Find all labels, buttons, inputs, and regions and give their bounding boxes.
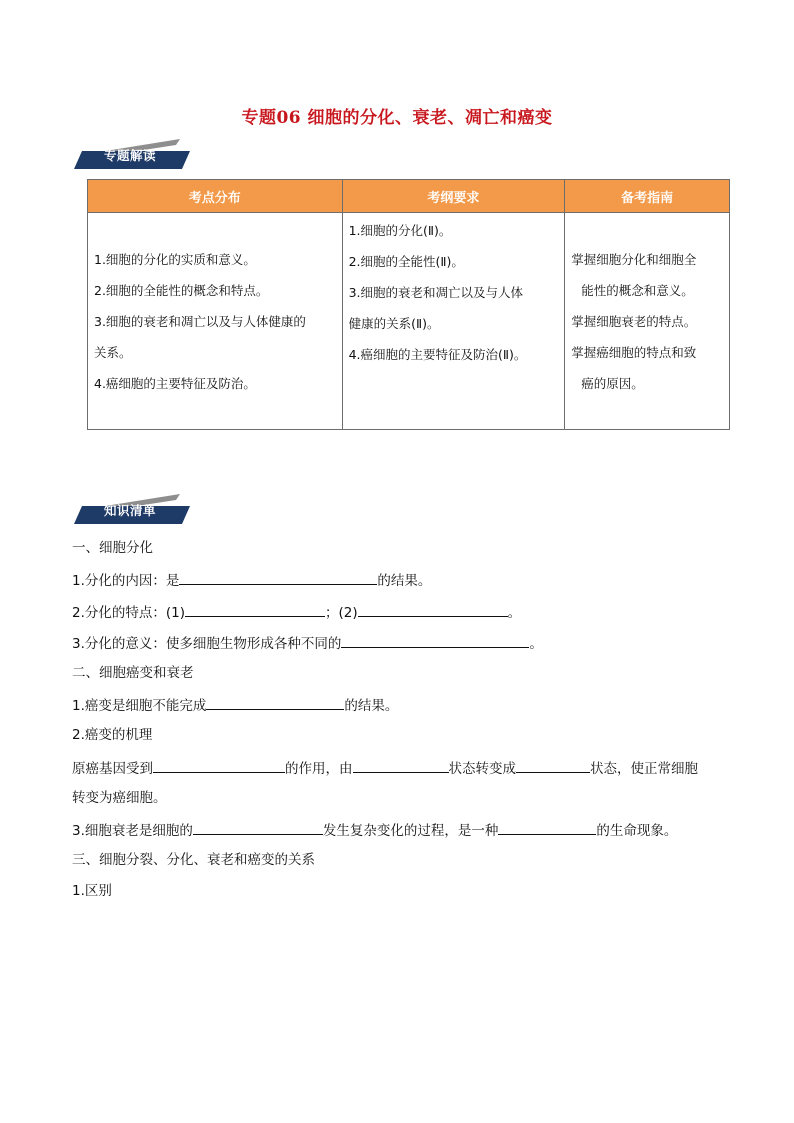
fill-blank[interactable] [353, 757, 449, 773]
line-text: ；(2) [325, 605, 358, 621]
list-item: 4.癌细胞的主要特征及防治。 [94, 375, 256, 391]
line-text: 的结果。 [377, 573, 432, 589]
line-text: 。 [529, 636, 543, 652]
line-significance [72, 632, 543, 654]
list-item: 1.细胞的分化(Ⅱ)。 [348, 223, 452, 238]
fill-blank[interactable] [185, 601, 325, 617]
fill-blank[interactable] [179, 569, 377, 585]
line-difference: 1.区别 [72, 883, 112, 899]
cell-exam-points [88, 213, 343, 430]
line-text: 2.分化的特点：(1) [72, 605, 186, 621]
fill-blank[interactable] [193, 819, 323, 835]
line-aging [72, 819, 677, 841]
line-text: 发生复杂变化的过程，是一种 [322, 823, 499, 839]
heading-cell-differentiation: 一、细胞分化 [72, 540, 153, 556]
header-study-guide: 备考指南 [565, 180, 730, 213]
line-features [72, 601, 521, 623]
line-text: 3.分化的意义：使多细胞生物形成各种不同的 [72, 636, 342, 652]
line-text: 1.分化的内因：是 [72, 573, 180, 589]
section-badge-knowledge [72, 492, 192, 526]
line-text: 。 [507, 605, 522, 621]
line-text: 状态，使正常细胞 [590, 761, 698, 777]
line-text: 的结果。 [344, 698, 399, 714]
list-item: 掌握癌细胞的特点和致 [571, 344, 697, 360]
header-exam-points: 考点分布 [88, 180, 343, 213]
list-item: 2.细胞的全能性的概念和特点。 [94, 282, 269, 298]
fill-blank[interactable] [516, 757, 590, 773]
header-requirements: 考纲要求 [342, 180, 565, 213]
fill-blank[interactable] [498, 819, 596, 835]
fill-blank[interactable] [341, 632, 529, 648]
line-text: 3.细胞衰老是细胞的 [72, 823, 193, 839]
line-text: 原癌基因受到 [72, 761, 153, 777]
fill-blank[interactable] [206, 694, 344, 710]
list-item: 癌的原因。 [581, 375, 644, 391]
heading-cancer-aging: 二、细胞癌变和衰老 [72, 665, 194, 681]
cell-requirements [342, 213, 565, 430]
line-oncogene [72, 757, 698, 779]
line-internal-cause [72, 569, 431, 591]
line-cancer-def [72, 694, 398, 716]
line-text: 的作用，由 [285, 761, 353, 777]
cell-study-guide [565, 213, 730, 430]
table-row [88, 213, 730, 430]
list-item: 1.细胞的分化的实质和意义。 [94, 251, 256, 267]
line-text: 1.癌变是细胞不能完成 [72, 698, 207, 714]
section-badge-topic [72, 137, 192, 171]
list-item: 3.细胞的衰老和凋亡以及与人体健康的 [94, 313, 306, 329]
badge-label-knowledge: 知识清单 [104, 503, 157, 518]
list-item: 掌握细胞分化和细胞全 [571, 251, 697, 267]
heading-relations: 三、细胞分裂、分化、衰老和癌变的关系 [72, 852, 315, 868]
list-item: 4.癌细胞的主要特征及防治(Ⅱ)。 [348, 347, 527, 362]
list-item: 2.细胞的全能性(Ⅱ)。 [348, 254, 464, 269]
line-text: 的生命现象。 [596, 823, 678, 839]
list-item: 能性的概念和意义。 [581, 282, 694, 298]
fill-blank[interactable] [153, 757, 285, 773]
list-item: 关系。 [94, 344, 132, 360]
list-item: 健康的关系(Ⅱ)。 [348, 316, 440, 331]
badge-label-topic: 专题解读 [104, 148, 157, 163]
list-item: 3.细胞的衰老和凋亡以及与人体 [348, 285, 524, 300]
line-cancer-mechanism: 2.癌变的机理 [72, 727, 153, 743]
line-transform: 转变为癌细胞。 [72, 790, 167, 806]
page-title: 专题06 细胞的分化、衰老、凋亡和癌变 [241, 108, 553, 128]
fill-blank[interactable] [358, 601, 508, 617]
table-header-row [88, 180, 730, 213]
exam-spec-table [87, 179, 730, 430]
list-item: 掌握细胞衰老的特点。 [571, 313, 697, 329]
line-text: 状态转变成 [448, 761, 516, 777]
